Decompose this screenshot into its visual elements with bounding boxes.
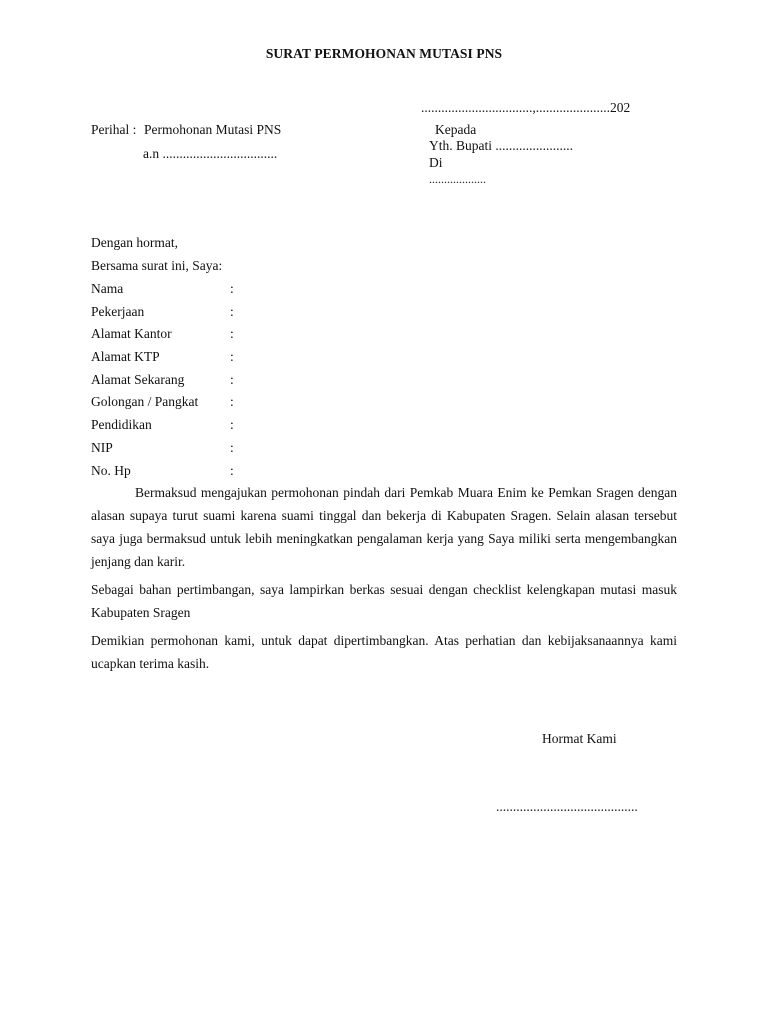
field-label: Pendidikan — [91, 417, 152, 433]
an-line: a.n .................................. — [143, 146, 278, 161]
field-colon: : — [230, 371, 234, 387]
field-colon: : — [230, 349, 234, 365]
signature-line: .......................................... — [496, 799, 638, 814]
field-label: Alamat KTP — [91, 349, 160, 365]
recipient-location: ................... — [429, 172, 486, 186]
field-label: No. Hp — [91, 462, 131, 478]
body-paragraph-attachment: Sebagai bahan pertimbangan, saya lampirkan berkas sesuai dengan checklist kelengkapan mutasi masuk Kabupaten Sragen — [91, 582, 677, 620]
field-label: Alamat Sekarang — [91, 371, 185, 387]
body-paragraph-reason: Bermaksud mengajukan permohonan pindah dari Pemkab Muara Enim ke Pemkan Sragen dengan alasan supaya turut suami karena suami tinggal dan bekerja di Kabupaten Sragen. Selain alasan tersebut saya juga bermaksud untuk lebih meningkatkan pengalaman kerja yang Saya miliki serta mengembangkan jenjang dan karir. — [91, 485, 677, 569]
perihal-label: Perihal : — [91, 122, 137, 137]
recipient-di: Di — [429, 155, 443, 170]
field-label: Nama — [91, 281, 124, 296]
recipient-kepada: Kepada — [435, 122, 477, 137]
field-label: Golongan / Pangkat — [91, 394, 199, 410]
letter-title: SURAT PERMOHONAN MUTASI PNS — [265, 46, 503, 61]
closing-phrase: Hormat Kami — [542, 731, 617, 746]
intro-line: Bersama surat ini, Saya: — [91, 258, 223, 273]
perihal-value: Permohonan Mutasi PNS — [144, 122, 282, 137]
salutation: Dengan hormat, — [91, 235, 178, 250]
field-colon: : — [230, 439, 234, 455]
date-line: .................................,......................202 — [421, 100, 631, 115]
field-colon: : — [230, 326, 234, 342]
field-colon: : — [230, 394, 234, 410]
field-colon: : — [230, 417, 234, 433]
field-colon: : — [230, 303, 234, 319]
field-label: Pekerjaan — [91, 303, 145, 319]
field-label: NIP — [91, 439, 113, 455]
field-colon: : — [230, 281, 234, 296]
body-paragraph-closing: Demikian permohonan kami, untuk dapat dipertimbangkan. Atas perhatian dan kebijaksanaannya kami ucapkan terima kasih. — [91, 633, 677, 671]
recipient-yth: Yth. Bupati ....................... — [429, 138, 573, 153]
field-colon: : — [230, 462, 234, 478]
field-label: Alamat Kantor — [91, 326, 172, 342]
